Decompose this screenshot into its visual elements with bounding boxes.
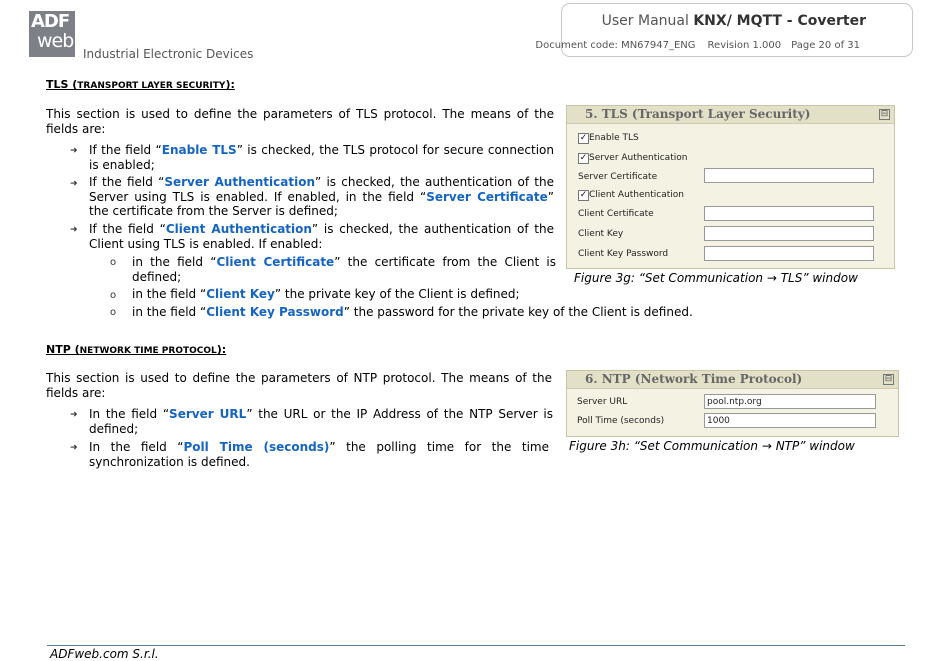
tls-sub-client-cert: in the field “Client Certificate” the certificate from the Client is defined; bbox=[132, 255, 557, 284]
header-box bbox=[535, 3, 913, 57]
doc-code: Document code: MN67947_ENG bbox=[535, 40, 696, 51]
revision: Revision 1.000 bbox=[707, 40, 782, 51]
poll-time-label: Poll Time (seconds) bbox=[577, 416, 665, 426]
bullet-arrow-icon: ➜ bbox=[70, 225, 78, 235]
footer-company: ADFweb.com S.r.l. bbox=[50, 647, 159, 661]
sub-bullet-circle-icon: o bbox=[110, 290, 117, 301]
poll-time-input[interactable]: 1000 bbox=[704, 413, 876, 428]
tls-intro: This section is used to define the parameters of TLS protocol. The means of the fields are: bbox=[46, 107, 554, 136]
tls-heading: TLS (TRANSPORT LAYER SECURITY): bbox=[46, 78, 235, 91]
bullet-arrow-icon: ➜ bbox=[70, 443, 78, 453]
tls-bullet-server-auth: If the field “Server Authentication” is checked, the authentication of the Server using TLS is enabled. If enabled, in the field “Server Certificate” the certificate from the Server is defined; bbox=[89, 175, 554, 218]
tls-panel-title: 5. TLS (Transport Layer Security) bbox=[567, 106, 894, 124]
collapse-icon[interactable]: ⊟ bbox=[884, 374, 893, 384]
manual-title: User Manual KNX/ MQTT - Coverter bbox=[601, 13, 866, 29]
enable-tls-label: Enable TLS bbox=[589, 133, 639, 143]
page-number: Page 20 of 31 bbox=[791, 40, 860, 51]
ntp-bullet-server-url: In the field “Server URL” the URL or the IP Address of the NTP Server is defined; bbox=[89, 407, 554, 436]
ntp-settings-panel bbox=[566, 370, 899, 437]
tls-bullet-enable: If the field “Enable TLS” is checked, the TLS protocol for secure connection is enabled; bbox=[89, 143, 554, 172]
sub-bullet-circle-icon: o bbox=[110, 307, 117, 318]
client-key-password-label: Client Key Password bbox=[578, 249, 669, 259]
ntp-bullet-poll-time: In the field “Poll Time (seconds)” the polling time for the time synchronization is defined. bbox=[89, 440, 549, 469]
ntp-intro: This section is used to define the parameters of NTP protocol. The means of the fields are: bbox=[46, 371, 552, 400]
footer-divider bbox=[47, 645, 905, 646]
adfweb-logo: ADF web bbox=[29, 11, 75, 57]
client-auth-checkbox[interactable]: ✓ bbox=[579, 190, 588, 200]
company-tagline: Industrial Electronic Devices bbox=[83, 47, 254, 61]
tls-sub-client-key: in the field “Client Key” the private key of the Client is defined; bbox=[132, 287, 520, 301]
client-cert-input[interactable] bbox=[704, 206, 874, 221]
ntp-figure-caption: Figure 3h: “Set Communication → NTP” window bbox=[569, 439, 855, 453]
ntp-panel-title: 6. NTP (Network Time Protocol) bbox=[567, 371, 898, 389]
ntp-heading: NTP (NETWORK TIME PROTOCOL): bbox=[46, 343, 227, 356]
client-key-password-input[interactable] bbox=[704, 246, 874, 261]
tls-sub-client-key-password: in the field “Client Key Password” the password for the private key of the Client is defined. bbox=[132, 305, 693, 319]
bullet-arrow-icon: ➜ bbox=[70, 179, 78, 189]
bullet-arrow-icon: ➜ bbox=[70, 146, 78, 156]
server-url-input[interactable]: pool.ntp.org bbox=[704, 394, 876, 409]
document-info bbox=[535, 40, 860, 51]
bullet-arrow-icon: ➜ bbox=[70, 410, 78, 420]
client-key-label: Client Key bbox=[578, 229, 624, 239]
collapse-icon[interactable]: ⊟ bbox=[880, 109, 889, 119]
client-cert-label: Client Certificate bbox=[578, 209, 654, 219]
client-auth-label: Client Authentication bbox=[589, 190, 684, 200]
tls-settings-panel bbox=[566, 105, 895, 269]
server-cert-label: Server Certificate bbox=[578, 172, 658, 182]
tls-bullet-client-auth: If the field “Client Authentication” is checked, the authentication of the Client using TLS is enabled. If enabled: bbox=[89, 222, 554, 251]
server-url-label: Server URL bbox=[577, 397, 628, 407]
server-auth-checkbox[interactable]: ✓ bbox=[579, 153, 588, 163]
client-key-input[interactable] bbox=[704, 226, 874, 241]
server-auth-label: Server Authentication bbox=[589, 153, 688, 163]
tls-figure-caption: Figure 3g: “Set Communication → TLS” window bbox=[574, 271, 858, 285]
server-cert-input[interactable] bbox=[704, 168, 874, 183]
sub-bullet-circle-icon: o bbox=[110, 257, 117, 268]
enable-tls-checkbox[interactable]: ✓ bbox=[579, 133, 588, 143]
